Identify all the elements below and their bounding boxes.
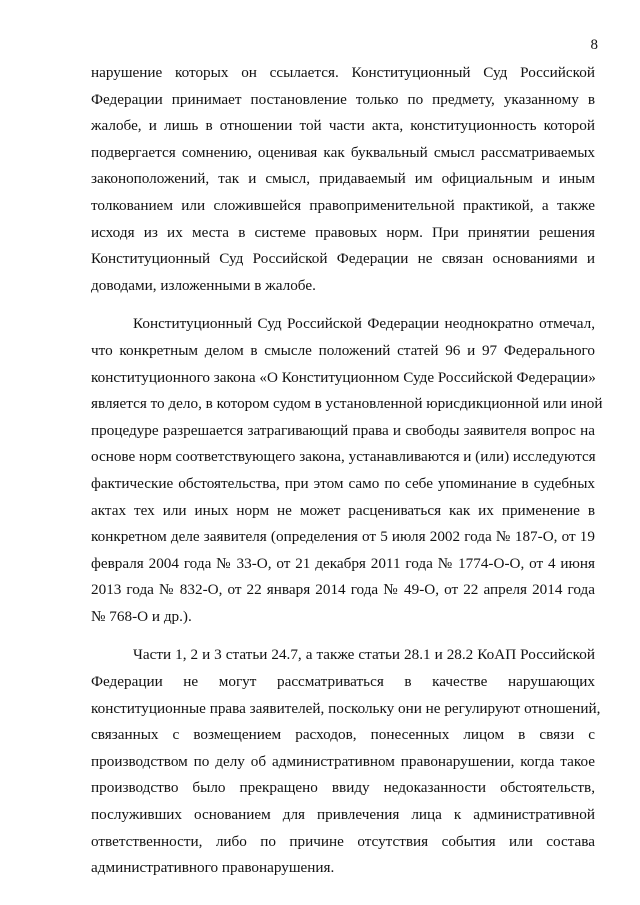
text-line: конкретном деле заявителя (определения от 5 июля 2002 года № 187-О, от 19 xyxy=(91,528,595,546)
text-line: связанных с возмещением расходов, понесенных лицом в связи с xyxy=(91,726,595,744)
paragraph-2 xyxy=(91,311,603,630)
text-line: подвергается сомнению, оценивая как буквальный смысл рассматриваемых xyxy=(91,143,595,161)
text-line: Части 1, 2 и 3 статьи 24.7, а также статьи 28.1 и 28.2 КоАП Российской xyxy=(133,646,595,664)
document-body xyxy=(91,60,603,894)
text-line: толкованием или сложившейся правоприменительной практикой, а также xyxy=(91,196,595,214)
text-line: конституционные права заявителей, поскольку они не регулируют отношений, xyxy=(91,699,601,717)
paragraph-3 xyxy=(91,642,601,881)
text-line: фактические обстоятельства, при этом само по себе упоминание в судебных xyxy=(91,474,595,492)
text-line: основе норм соответствующего закона, устанавливаются и (или) исследуются xyxy=(91,448,596,466)
text-line: ответственности, либо по причине отсутствия события или состава xyxy=(91,832,595,850)
text-line: административного правонарушения. xyxy=(91,859,335,877)
text-line: доводами, изложенными в жалобе. xyxy=(91,276,316,294)
text-line: производством по делу об административном правонарушении, когда такое xyxy=(91,752,595,770)
text-line: 2013 года № 832-О, от 22 января 2014 года № 49-О, от 22 апреля 2014 года xyxy=(91,581,595,599)
text-line: Конституционный Суд Российской Федерации не связан основаниями и xyxy=(91,250,595,268)
text-line: нарушение которых он ссылается. Конституционный Суд Российской xyxy=(91,64,595,81)
text-line: актах тех или иных норм не может расцениваться как их применение в xyxy=(91,501,595,519)
text-line: производство было прекращено ввиду недоказанности обстоятельств, xyxy=(91,779,595,797)
page-number: 8 xyxy=(590,37,598,53)
text-line: послуживших основанием для привлечения лица к административной xyxy=(91,806,595,824)
text-line: процедуре разрешается затрагивающий права и свободы заявителя вопрос на xyxy=(91,421,595,439)
text-line: законоположений, так и смысл, придаваемый им официальным и иным xyxy=(91,170,595,188)
text-line: Федерации не могут рассматриваться в качестве нарушающих xyxy=(91,673,595,691)
text-line: что конкретным делом в смысле положений статей 96 и 97 Федерального xyxy=(91,341,595,359)
text-line: февраля 2004 года № 33-О, от 21 декабря 2011 года № 1774-О-О, от 4 июня xyxy=(91,554,595,572)
text-line: конституционного закона «О Конституционном Суде Российской Федерации» xyxy=(91,368,596,386)
text-line: Федерации принимает постановление только по предмету, указанному в xyxy=(91,90,595,108)
text-line: является то дело, в котором судом в установленной юрисдикционной или иной xyxy=(91,395,603,413)
text-line: № 768-О и др.). xyxy=(91,607,192,625)
text-line: исходя из их места в системе правовых норм. При принятии решения xyxy=(91,223,595,241)
text-line: Конституционный Суд Российской Федерации неоднократно отмечал, xyxy=(133,315,595,333)
paragraph-1 xyxy=(91,60,595,299)
text-line: жалобе, и лишь в отношении той части акта, конституционность которой xyxy=(91,117,595,135)
